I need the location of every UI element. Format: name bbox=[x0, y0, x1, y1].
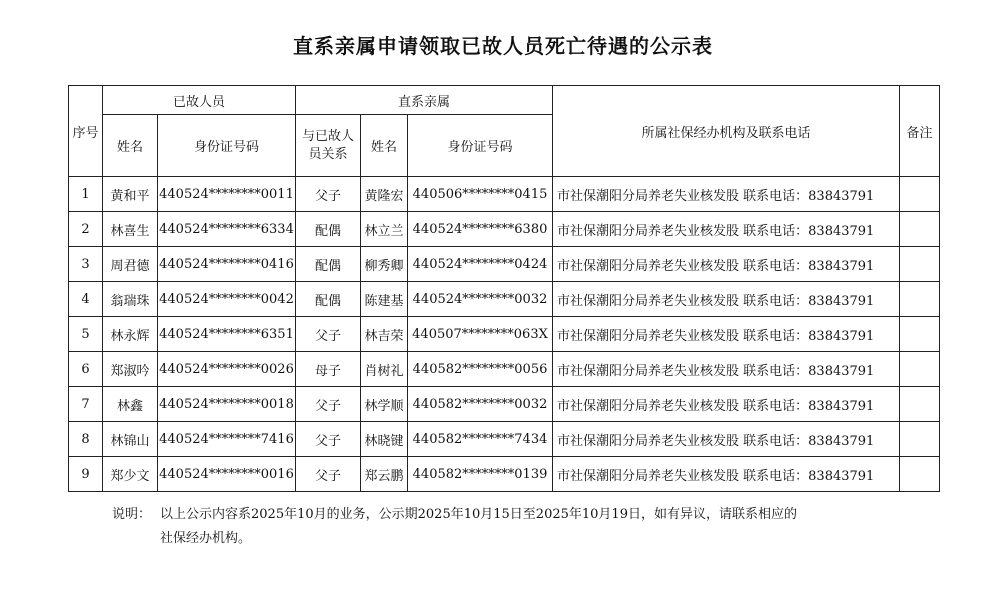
relative-id-cell: 440582********0032 bbox=[408, 387, 553, 422]
deceased-id-cell: 440524********0026 bbox=[158, 352, 296, 387]
deceased-name-cell: 林鑫 bbox=[103, 387, 158, 422]
deceased-id-cell: 440524********0016 bbox=[158, 457, 296, 492]
relative-id-cell: 440582********7434 bbox=[408, 422, 553, 457]
relation-cell: 配偶 bbox=[296, 282, 361, 317]
publicity-table bbox=[68, 85, 940, 492]
relation-cell: 母子 bbox=[296, 352, 361, 387]
header-relation: 与已故人员关系 bbox=[296, 115, 361, 177]
relative-id-cell: 440524********6380 bbox=[408, 212, 553, 247]
remark-cell bbox=[900, 177, 940, 212]
remark-cell bbox=[900, 317, 940, 352]
agency-cell: 市社保潮阳分局养老失业核发股 联系电话：83843791 bbox=[553, 352, 900, 387]
deceased-id-cell: 440524********0416 bbox=[158, 247, 296, 282]
deceased-name-cell: 翁瑞珠 bbox=[103, 282, 158, 317]
remark-cell bbox=[900, 422, 940, 457]
table-body bbox=[69, 177, 940, 492]
relative-name-cell: 陈建基 bbox=[361, 282, 408, 317]
relation-cell: 配偶 bbox=[296, 247, 361, 282]
row-seq-cell: 7 bbox=[69, 387, 103, 422]
relative-id-cell: 440582********0139 bbox=[408, 457, 553, 492]
deceased-id-cell: 440524********7416 bbox=[158, 422, 296, 457]
relative-id-cell: 440524********0032 bbox=[408, 282, 553, 317]
deceased-name-cell: 林锦山 bbox=[103, 422, 158, 457]
remark-cell bbox=[900, 212, 940, 247]
agency-cell: 市社保潮阳分局养老失业核发股 联系电话：83843791 bbox=[553, 177, 900, 212]
relative-name-cell: 林晓键 bbox=[361, 422, 408, 457]
header-deceased-id: 身份证号码 bbox=[158, 115, 296, 177]
header-agency: 所属社保经办机构及联系电话 bbox=[553, 86, 900, 177]
table-row bbox=[69, 212, 940, 247]
relation-cell: 父子 bbox=[296, 457, 361, 492]
relative-name-cell: 林吉荣 bbox=[361, 317, 408, 352]
agency-cell: 市社保潮阳分局养老失业核发股 联系电话：83843791 bbox=[553, 387, 900, 422]
relation-cell: 父子 bbox=[296, 422, 361, 457]
relative-name-cell: 柳秀卿 bbox=[361, 247, 408, 282]
remark-cell bbox=[900, 457, 940, 492]
row-seq-cell: 6 bbox=[69, 352, 103, 387]
relation-cell: 父子 bbox=[296, 317, 361, 352]
page-title: 直系亲属申请领取已故人员死亡待遇的公示表 bbox=[293, 34, 713, 58]
note bbox=[112, 503, 797, 551]
table-row bbox=[69, 317, 940, 352]
agency-cell: 市社保潮阳分局养老失业核发股 联系电话：83843791 bbox=[553, 422, 900, 457]
row-seq-cell: 8 bbox=[69, 422, 103, 457]
row-seq-cell: 3 bbox=[69, 247, 103, 282]
deceased-id-cell: 440524********0042 bbox=[158, 282, 296, 317]
table-row bbox=[69, 282, 940, 317]
relative-name-cell: 林学顺 bbox=[361, 387, 408, 422]
agency-cell: 市社保潮阳分局养老失业核发股 联系电话：83843791 bbox=[553, 247, 900, 282]
table-row bbox=[69, 177, 940, 212]
deceased-name-cell: 郑淑吟 bbox=[103, 352, 158, 387]
table-row bbox=[69, 387, 940, 422]
relation-cell: 父子 bbox=[296, 177, 361, 212]
deceased-id-cell: 440524********6351 bbox=[158, 317, 296, 352]
deceased-name-cell: 郑少文 bbox=[103, 457, 158, 492]
remark-cell bbox=[900, 247, 940, 282]
table-row bbox=[69, 422, 940, 457]
agency-cell: 市社保潮阳分局养老失业核发股 联系电话：83843791 bbox=[553, 457, 900, 492]
relative-name-cell: 黄隆宏 bbox=[361, 177, 408, 212]
relative-id-cell: 440506********0415 bbox=[408, 177, 553, 212]
relation-cell: 父子 bbox=[296, 387, 361, 422]
header-seq: 序号 bbox=[69, 86, 103, 177]
remark-cell bbox=[900, 352, 940, 387]
relative-id-cell: 440524********0424 bbox=[408, 247, 553, 282]
row-seq-cell: 4 bbox=[69, 282, 103, 317]
header-relative-name: 姓名 bbox=[361, 115, 408, 177]
relative-id-cell: 440582********0056 bbox=[408, 352, 553, 387]
table-row bbox=[69, 247, 940, 282]
header-relative-id: 身份证号码 bbox=[408, 115, 553, 177]
agency-cell: 市社保潮阳分局养老失业核发股 联系电话：83843791 bbox=[553, 282, 900, 317]
deceased-name-cell: 林喜生 bbox=[103, 212, 158, 247]
deceased-id-cell: 440524********6334 bbox=[158, 212, 296, 247]
relative-name-cell: 郑云鹏 bbox=[361, 457, 408, 492]
deceased-id-cell: 440524********0018 bbox=[158, 387, 296, 422]
row-seq-cell: 2 bbox=[69, 212, 103, 247]
remark-cell bbox=[900, 282, 940, 317]
note-label: 说明： bbox=[112, 507, 152, 522]
deceased-name-cell: 林永辉 bbox=[103, 317, 158, 352]
header-deceased-name: 姓名 bbox=[103, 115, 158, 177]
note-line-2: 社保经办机构。 bbox=[160, 531, 252, 546]
deceased-name-cell: 黄和平 bbox=[103, 177, 158, 212]
agency-cell: 市社保潮阳分局养老失业核发股 联系电话：83843791 bbox=[553, 212, 900, 247]
relative-name-cell: 肖树礼 bbox=[361, 352, 408, 387]
note-line-1: 以上公示内容系2025年10月的业务，公示期2025年10月15日至2025年10月19日，如有异议，请联系相应的 bbox=[160, 507, 797, 522]
table-row bbox=[69, 352, 940, 387]
row-seq-cell: 9 bbox=[69, 457, 103, 492]
row-seq-cell: 5 bbox=[69, 317, 103, 352]
header-remark: 备注 bbox=[900, 86, 940, 177]
deceased-id-cell: 440524********0011 bbox=[158, 177, 296, 212]
row-seq-cell: 1 bbox=[69, 177, 103, 212]
header-deceased-group: 已故人员 bbox=[103, 86, 296, 115]
remark-cell bbox=[900, 387, 940, 422]
relative-id-cell: 440507********063X bbox=[408, 317, 553, 352]
header-relative-group: 直系亲属 bbox=[296, 86, 553, 115]
deceased-name-cell: 周君德 bbox=[103, 247, 158, 282]
relation-cell: 配偶 bbox=[296, 212, 361, 247]
relative-name-cell: 林立兰 bbox=[361, 212, 408, 247]
agency-cell: 市社保潮阳分局养老失业核发股 联系电话：83843791 bbox=[553, 317, 900, 352]
table-row bbox=[69, 457, 940, 492]
